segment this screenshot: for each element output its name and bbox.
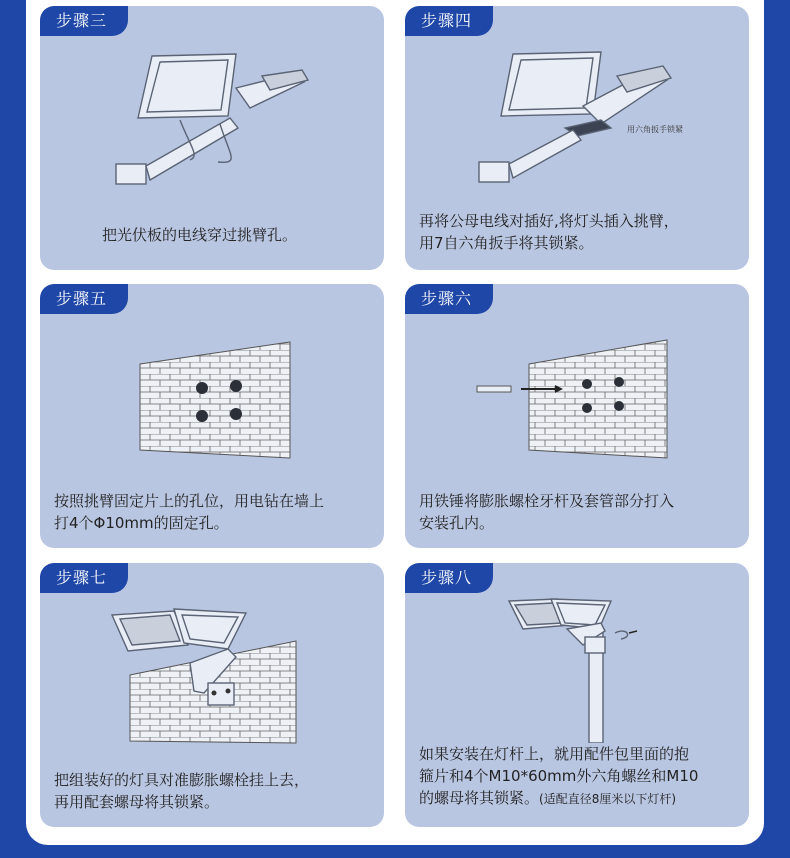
step-card-6	[405, 284, 749, 548]
step-label: 步骤五	[40, 284, 128, 314]
wiring-panel-illustration	[40, 36, 384, 196]
step-card-7	[40, 563, 384, 827]
step-label: 步骤八	[405, 563, 493, 593]
expansion-bolt-illustration	[405, 314, 749, 464]
step-label: 步骤七	[40, 563, 128, 593]
step-description: 再将公母电线对插好,将灯头插入挑臂， 用7自六角扳手将其锁紧。	[419, 212, 679, 252]
step-label: 步骤四	[405, 6, 493, 36]
tool-annotation: 用六角扳手锁紧	[627, 125, 683, 134]
pole-mount-illustration	[405, 593, 749, 743]
step-card-3	[40, 6, 384, 270]
step-label: 步骤六	[405, 284, 493, 314]
pole-size-note: (适配直径8厘米以下灯杆)	[539, 792, 677, 806]
step-description: 如果安装在灯杆上，就用配件包里面的抱 箍片和4个M10*60mm外六角螺丝和M10 的螺母将其锁紧。(适配直径8厘米以下灯杆)	[419, 745, 699, 807]
step-label: 步骤三	[40, 6, 128, 36]
lamp-insert-illustration	[405, 36, 749, 196]
step-description: 把光伏板的电线穿过挑臂孔。	[102, 226, 298, 244]
step-description: 把组装好的灯具对准膨胀螺栓挂上去， 再用配套螺母将其锁紧。	[54, 771, 310, 811]
step-card-4	[405, 6, 749, 270]
step-card-8	[405, 563, 749, 827]
drill-holes-illustration	[40, 314, 384, 464]
mount-lamp-illustration	[40, 593, 384, 753]
step-card-5	[40, 284, 384, 548]
step-description: 用铁锤将膨胀螺栓牙杆及套管部分打入 安装孔内。	[419, 492, 675, 532]
step-description: 按照挑臂固定片上的孔位，用电钻在墙上 打4个Φ10mm的固定孔。	[54, 492, 325, 532]
